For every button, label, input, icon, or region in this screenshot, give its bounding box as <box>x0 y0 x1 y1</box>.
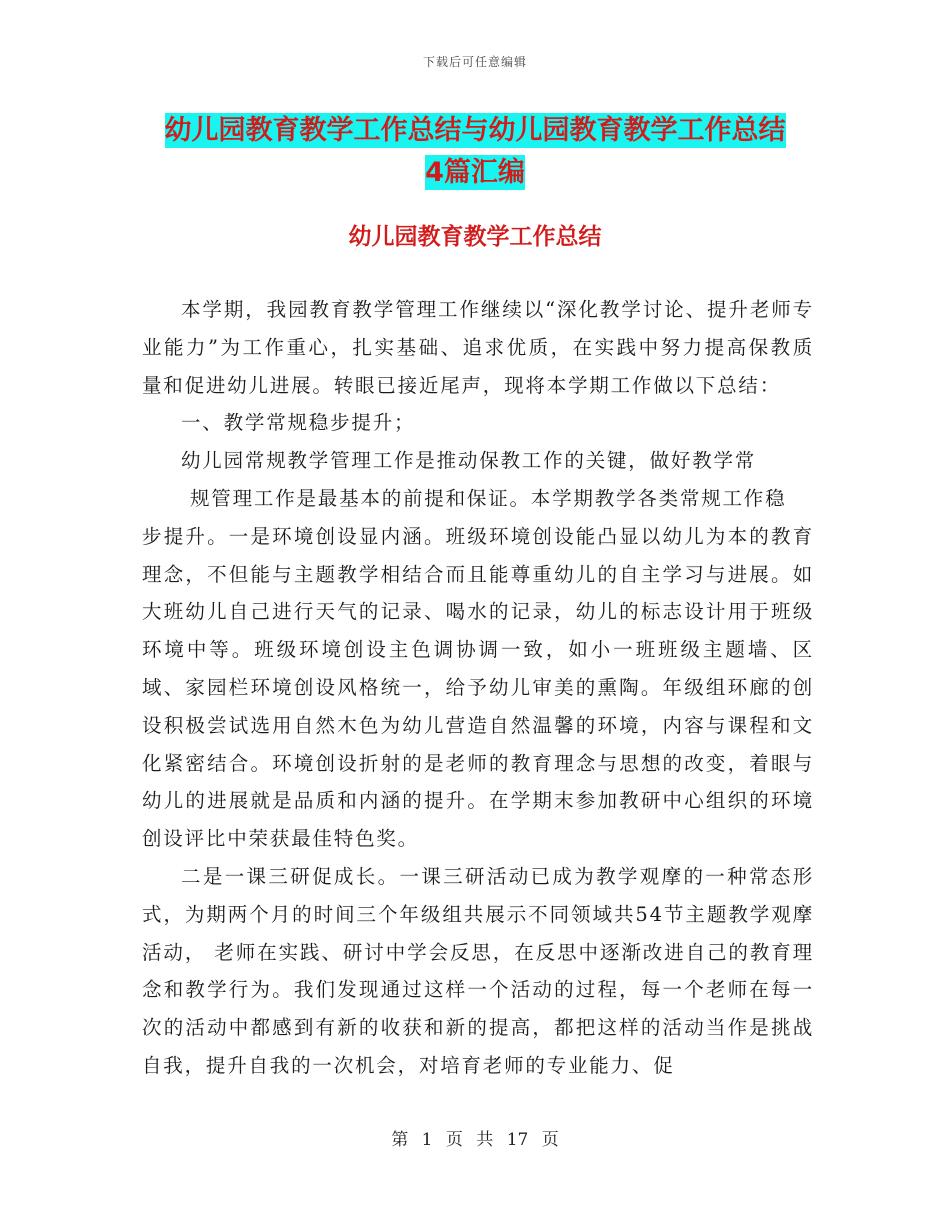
title-highlight-2: 4篇汇编 <box>425 157 525 188</box>
paragraph-intro: 本学期，我园教育教学管理工作继续以“深化教学讨论、提升老师专业能力”为工作重心，扎实基础、追求优质，在实践中努力提高保教质量和促进幼儿进展。转眼已接近尾声，现将本学期工作做以下总结： <box>142 298 814 397</box>
paragraph-routine-rest: 步提升。一是环境创设显内涵。班级环境创设能凸显以幼儿为本的教育理念，不但能与主题教学相结合而且能尊重幼儿的自主学习与进展。如大班幼儿自己进行天气的记录、喝水的记录，幼儿的标志设计用于班级环境中等。班级环境创设主色调协调一致，如小一班班级主题墙、区域、家园栏环境创设风格统一，给予幼儿审美的熏陶。年级组环廊的创设积极尝试选用自然木色为幼儿营造自然温馨的环境，内容与课程和文化紧密结合。环境创设折射的是老师的教育理念与思想的改变，着眼与幼儿的进展就是品质和内涵的提升。在学期末参加教研中心组织的环境创设评比中荣获最佳特色奖。 <box>142 524 814 851</box>
document-body <box>142 291 814 1085</box>
title-highlight-1: 幼儿园教育教学工作总结与幼儿园教育教学工作总结 <box>164 115 786 146</box>
document-title-line-1 <box>0 110 950 152</box>
section-title: 幼儿园教育教学工作总结 <box>348 224 602 250</box>
paragraph-routine-line-2: 规管理工作是最基本的前提和保证。本学期教学各类常规工作稳 <box>190 486 787 510</box>
document-title-line-2 <box>0 152 950 194</box>
paragraph-heading-1: 一、教学常规稳步提升； <box>181 411 416 435</box>
page-number-footer: 第 1 页 共 17 页 <box>391 1130 559 1150</box>
page-header-note: 下载后可任意编辑 <box>422 55 527 69</box>
paragraph-routine <box>142 442 814 858</box>
paragraph-research: 二是一课三研促成长。一课三研活动已成为教学观摩的一种常态形式，为期两个月的时间三个年级组共展示不同领域共54节主题教学观摩活动， 老师在实践、研讨中学会反思，在反思中逐渐改进自己的教育理念和教学行为。我们发现通过这样一个活动的过程，每一个老师在每一次的活动中都感到有新的收获和新的提高，都把这样的活动当作是挑战自我，提升自我的一次机会，对培育老师的专业能力、促 <box>142 864 814 1077</box>
paragraph-routine-line-1: 幼儿园常规教学管理工作是推动保教工作的关键，做好教学常 <box>181 449 757 473</box>
